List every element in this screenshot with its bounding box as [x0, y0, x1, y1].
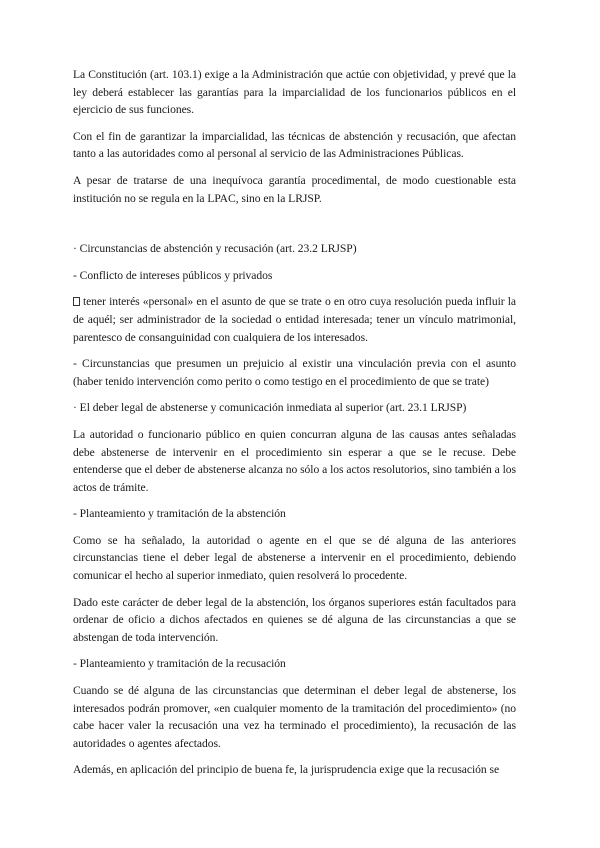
- paragraph-regulation: A pesar de tratarse de una inequívoca garantía procedimental, de modo cuestionable esta institución no se regula en la LPAC, sino en la LRJSP.: [73, 173, 516, 205]
- heading-legal-duty: · El deber legal de abstenerse y comunicación inmediata al superior (art. 23.1 LRJSP): [73, 401, 467, 415]
- paragraph-constitution: La Constitución (art. 103.1) exige a la Administración que actúe con objetividad, y prevé que la ley deberá establecer las garantías para la imparcialidad de los funcionarios públicos en el ejercicio de sus funciones.: [73, 68, 516, 117]
- heading-recusal-procedure: - Planteamiento y tramitación de la recusación: [73, 657, 286, 671]
- bullet-box-icon: [73, 297, 80, 306]
- paragraph-good-faith: Además, en aplicación del principio de buena fe, la jurisprudencia exige que la recusación se: [73, 763, 500, 777]
- paragraph-superior-bodies: Dado este carácter de deber legal de la abstención, los órganos superiores están facultados para ordenar de oficio a dichos afectados en quienes se dé alguna de las circunstancias a que se abstengan de toda intervención.: [73, 595, 516, 644]
- paragraph-purpose: Con el fin de garantizar la imparcialidad, las técnicas de abstención y recusación, que afectan tanto a las autoridades como al personal al servicio de las Administraciones Públicas.: [73, 129, 516, 161]
- heading-abstention-procedure: - Planteamiento y tramitación de la abstención: [73, 507, 286, 521]
- heading-conflict-of-interest: - Conflicto de intereses públicos y privados: [73, 268, 273, 282]
- paragraph-recusal: Cuando se dé alguna de las circunstancias que determinan el deber legal de abstenerse, los interesados podrán promover, «en cualquier momento de la tramitación del procedimiento» (no cabe hacer valer la recusación una vez ha terminado el procedimiento), la recusación de las autoridades o agentes afectados.: [73, 684, 516, 750]
- paragraph-personal-interest: [73, 293, 516, 346]
- section-spacer: [73, 216, 516, 240]
- paragraph-abstain-duty: La autoridad o funcionario público en quien concurran alguna de las causas antes señaladas debe abstenerse de intervenir en el procedimiento sin esperar a que se le recuse. Debe entenderse que el deber de abstenerse alcanza no sólo a los actos resolutorios, sino también a los actos de trámite.: [73, 427, 516, 494]
- paragraph-personal-interest-text: tener interés «personal» en el asunto de que se trate o en otro cuya resolución pueda influir la de aquél; ser administrador de la sociedad o entidad interesada; tener un vínculo matrimonial, parentesco de consanguinidad con cualquiera de los interesados.: [73, 295, 516, 344]
- paragraph-prejudice: - Circunstancias que presumen un prejuicio al existir una vinculación previa con el asunto (haber tenido intervención como perito o como testigo en el procedimiento de que se trate): [73, 357, 516, 388]
- heading-circumstances: · Circunstancias de abstención y recusación (art. 23.2 LRJSP): [73, 242, 357, 256]
- paragraph-abstention-communication: Como se ha señalado, la autoridad o agente en el que se dé alguna de las anteriores circunstancias tiene el deber legal de abstenerse a intervenir en el procedimiento, debiendo comunicar el hecho al superior inmediato, quien resolverá lo procedente.: [73, 533, 516, 583]
